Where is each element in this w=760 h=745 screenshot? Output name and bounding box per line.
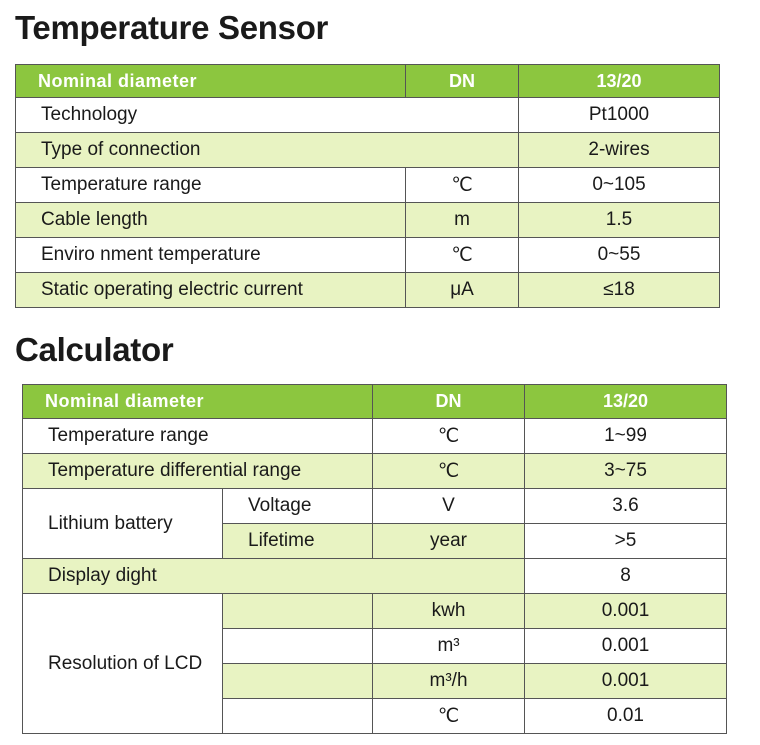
row-unit: V [373, 489, 525, 524]
row-value: >5 [525, 524, 727, 559]
row-label: Type of connection [16, 133, 519, 168]
header-value: 13/20 [519, 65, 720, 98]
row-unit: ℃ [406, 168, 519, 203]
table-row [23, 559, 727, 594]
battery-label: Lithium battery [23, 489, 223, 559]
row-value: 3~75 [525, 454, 727, 489]
table-row [23, 454, 727, 489]
row-label: Temperature range [16, 168, 406, 203]
row-value: 8 [525, 559, 727, 594]
header-unit: DN [406, 65, 519, 98]
row-unit: year [373, 524, 525, 559]
row-label: Display dight [23, 559, 525, 594]
row-unit: m³/h [373, 664, 525, 699]
row-value: Pt1000 [519, 98, 720, 133]
table-row [16, 98, 720, 133]
table-row [23, 419, 727, 454]
header-label: Nominal diameter [23, 385, 373, 419]
header-value: 13/20 [525, 385, 727, 419]
sensor-title: Temperature Sensor [15, 9, 329, 46]
row-unit: m³ [373, 629, 525, 664]
row-unit: kwh [373, 594, 525, 629]
header-unit: DN [373, 385, 525, 419]
row-unit: m [406, 203, 519, 238]
table-row [23, 594, 727, 629]
table-row [16, 238, 720, 273]
table-header-row [16, 65, 720, 98]
calculator-title: Calculator [15, 331, 174, 368]
row-value: 0.01 [525, 699, 727, 734]
sensor-spec-table [15, 64, 720, 308]
row-unit: ℃ [373, 419, 525, 454]
table-row [16, 168, 720, 203]
row-label: Temperature differential range [23, 454, 373, 489]
row-value: 0~105 [519, 168, 720, 203]
row-value: 1.5 [519, 203, 720, 238]
row-value: ≤18 [519, 273, 720, 308]
table-header-row [23, 385, 727, 419]
row-value: 3.6 [525, 489, 727, 524]
row-value: 0~55 [519, 238, 720, 273]
row-value: 2-wires [519, 133, 720, 168]
row-unit: ℃ [373, 454, 525, 489]
empty-cell [223, 594, 373, 629]
row-label: Temperature range [23, 419, 373, 454]
row-value: 0.001 [525, 664, 727, 699]
row-unit: ℃ [406, 238, 519, 273]
empty-cell [223, 664, 373, 699]
table-row [16, 273, 720, 308]
row-label: Lifetime [223, 524, 373, 559]
table-row [23, 489, 727, 524]
row-value: 0.001 [525, 629, 727, 664]
empty-cell [223, 699, 373, 734]
row-value: 0.001 [525, 594, 727, 629]
row-value: 1~99 [525, 419, 727, 454]
header-label: Nominal diameter [16, 65, 406, 98]
calculator-spec-table [22, 384, 727, 734]
row-label: Cable length [16, 203, 406, 238]
resolution-label: Resolution of LCD [23, 594, 223, 734]
empty-cell [223, 629, 373, 664]
row-label: Enviro nment temperature [16, 238, 406, 273]
row-label: Technology [16, 98, 519, 133]
row-label: Static operating electric current [16, 273, 406, 308]
table-row [16, 133, 720, 168]
row-unit: ℃ [373, 699, 525, 734]
row-label: Voltage [223, 489, 373, 524]
row-unit: μA [406, 273, 519, 308]
table-row [16, 203, 720, 238]
